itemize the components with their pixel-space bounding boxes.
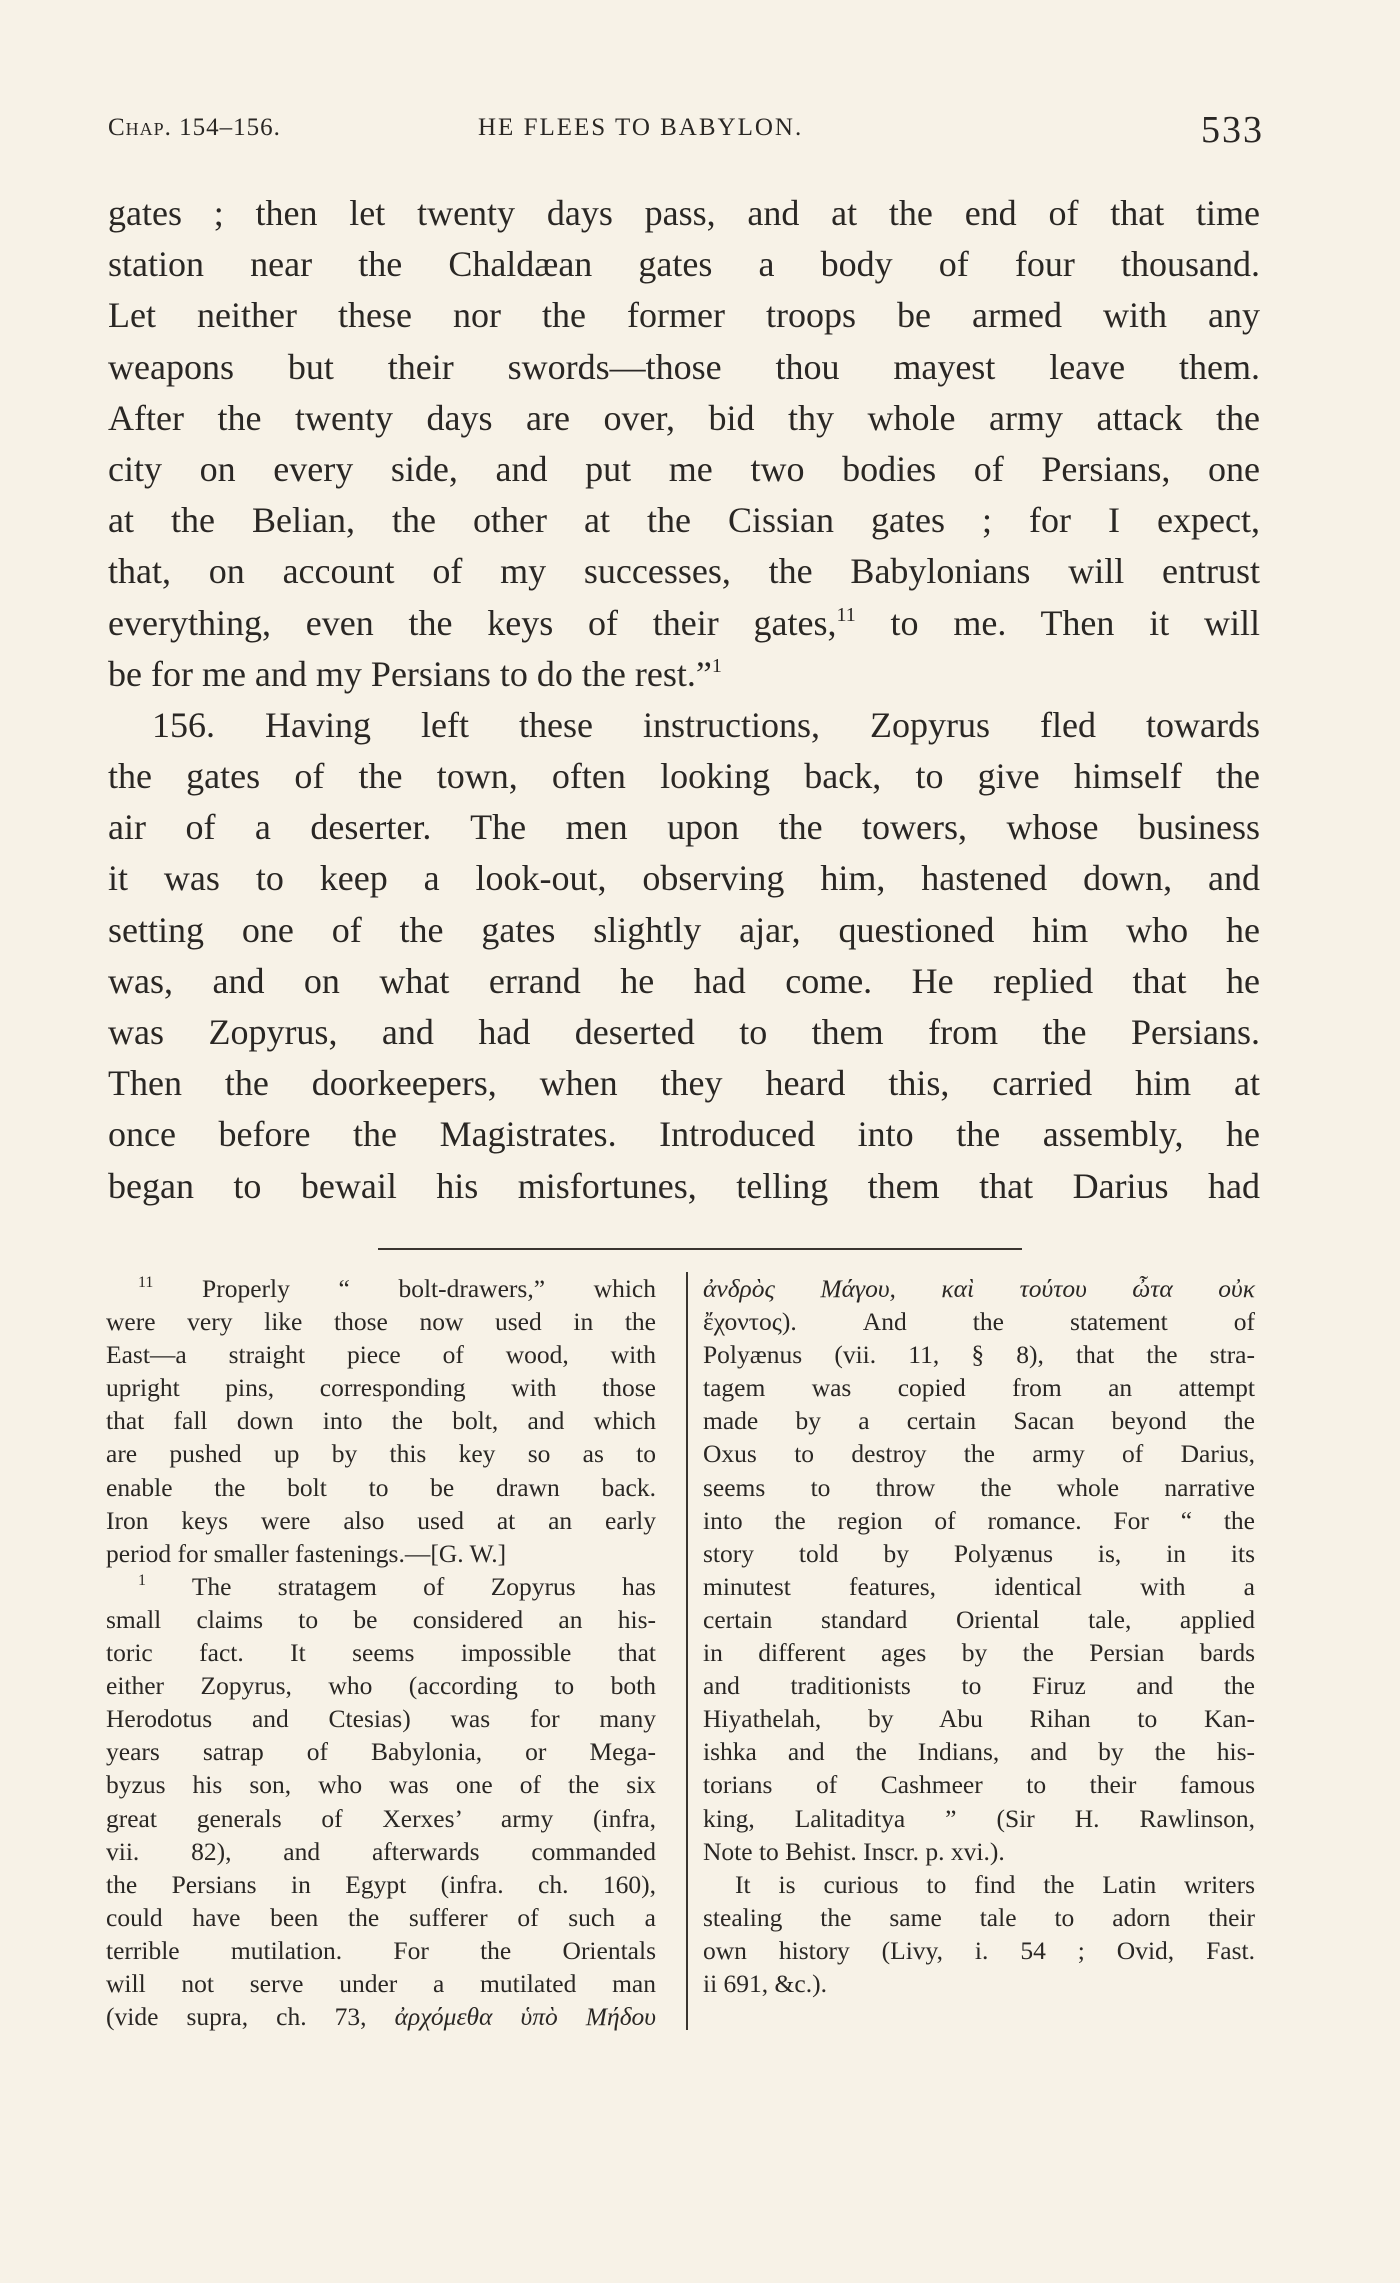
footnote-line: tagem was copied from an attempt <box>703 1373 1255 1403</box>
footnote-line: great generals of Xerxes’ army (infra, <box>106 1803 656 1833</box>
footnote-line: were very like those now used in the <box>106 1307 656 1337</box>
text-line: that, on account of my successes, the Babylonians will entrust <box>108 551 1260 592</box>
footnote-line: years satrap of Babylonia, or Mega- <box>106 1737 656 1767</box>
text-segment: Properly “ bolt-drawers,” which <box>153 1274 656 1303</box>
text-line: it was to keep a look-out, observing him, hastened down, and <box>108 858 1260 899</box>
text-line: at the Belian, the other at the Cissian gates ; for I expect, <box>108 500 1260 541</box>
text-segment: be for me and my Persians to do the rest.” <box>108 653 712 694</box>
text-line: station near the Chaldæan gates a body of four thousand. <box>108 244 1260 285</box>
footnote-line: Polyænus (vii. 11, § 8), that the stra- <box>703 1340 1255 1370</box>
footnote-line: ἔχοντος). And the statement of <box>703 1307 1255 1337</box>
footnote-marker: 11 <box>138 1274 154 1291</box>
text-line: air of a deserter. The men upon the towers, whose business <box>108 807 1260 848</box>
footnote-line: are pushed up by this key so as to <box>106 1439 656 1469</box>
footnote-line: ἀνδρὸς Μάγου, καὶ τούτου ὦτα οὐκ <box>703 1274 1255 1303</box>
footnote-line: terrible mutilation. For the Orientals <box>106 1935 656 1965</box>
text-line: After the twenty days are over, bid thy whole army attack the <box>108 397 1260 438</box>
footnote-line: could have been the sufferer of such a <box>106 1902 656 1932</box>
footnote-line: It is curious to find the Latin writers <box>735 1869 1255 1899</box>
footnote-line: stealing the same tale to adorn their <box>703 1902 1255 1932</box>
footnote-line: Herodotus and Ctesias) was for many <box>106 1704 656 1734</box>
footnote-line: in different ages by the Persian bards <box>703 1638 1255 1668</box>
footnote-line: toric fact. It seems impossible that <box>106 1638 656 1668</box>
running-title: HE FLEES TO BABYLON. <box>478 114 804 141</box>
text-line: began to bewail his misfortunes, telling them that Darius had <box>108 1165 1260 1206</box>
text-line: city on every side, and put me two bodies of Persians, one <box>108 448 1260 489</box>
footnotes-left-column <box>106 1272 656 2033</box>
footnote-line: either Zopyrus, who (according to both <box>106 1671 656 1701</box>
footnote-line <box>106 1272 656 1305</box>
footnote-line: vii. 82), and afterwards commanded <box>106 1836 656 1866</box>
footnote-line: Oxus to destroy the army of Darius, <box>703 1439 1255 1469</box>
text-segment: (vide supra, ch. 73, <box>106 2002 395 2032</box>
footnote-line: that fall down into the bolt, and which <box>106 1406 656 1436</box>
text-line: Then the doorkeepers, when they heard this, carried him at <box>108 1063 1260 1104</box>
footnote-line <box>106 2000 656 2033</box>
footnote-line: made by a certain Sacan beyond the <box>703 1406 1255 1436</box>
text-line: weapons but their swords—those thou mayest leave them. <box>108 346 1260 387</box>
column-divider <box>686 1272 688 2030</box>
footnote-line: Iron keys were also used at an early <box>106 1505 656 1535</box>
footnote-line: story told by Polyænus is, in its <box>703 1538 1255 1568</box>
footnote-marker: 1 <box>138 1571 146 1589</box>
text-line <box>108 598 1260 649</box>
footnote-line: Note to Behist. Inscr. p. xvi.). <box>703 1836 1005 1866</box>
footnote-line: Hiyathelah, by Abu Rihan to Kan- <box>703 1704 1255 1734</box>
text-segment: to me. Then it will <box>855 602 1260 643</box>
footnote-line: torians of Cashmeer to their famous <box>703 1770 1255 1800</box>
footnote-line: period for smaller fastenings.—[G. W.] <box>106 1538 507 1568</box>
footnote-line: will not serve under a mutilated man <box>106 1968 656 1998</box>
footnote-line: minutest features, identical with a <box>703 1571 1255 1601</box>
text-line: setting one of the gates slightly ajar, questioned him who he <box>108 909 1260 950</box>
text-line: was, and on what errand he had come. He replied that he <box>108 960 1260 1001</box>
footnote-line: upright pins, corresponding with those <box>106 1373 656 1403</box>
main-text <box>108 188 1260 1212</box>
footnote-line: the Persians in Egypt (infra. ch. 160), <box>106 1869 656 1899</box>
footnote-line: own history (Livy, i. 54 ; Ovid, Fast. <box>703 1935 1255 1965</box>
text-line: the gates of the town, often looking back, to give himself the <box>108 756 1260 797</box>
footnote-line: byzus his son, who was one of the six <box>106 1770 656 1800</box>
footnote-line: and traditionists to Firuz and the <box>703 1671 1255 1701</box>
footnote-line: king, Lalitaditya ” (Sir H. Rawlinson, <box>703 1803 1255 1833</box>
text-line: Let neither these nor the former troops be armed with any <box>108 295 1260 336</box>
footnote-line: enable the bolt to be drawn back. <box>106 1472 656 1502</box>
footnote-line: certain standard Oriental tale, applied <box>703 1604 1255 1634</box>
section-start-line: 156. Having left these instructions, Zopyrus fled towards <box>152 704 1260 745</box>
text-line: gates ; then let twenty days pass, and at the end of that time <box>108 193 1260 233</box>
text-line: once before the Magistrates. Introduced into the assembly, he <box>108 1114 1260 1155</box>
footnote-line: seems to throw the whole narrative <box>703 1472 1255 1502</box>
text-segment: everything, even the keys of their gates, <box>108 602 837 643</box>
footnote-line: ii 691, &c.). <box>703 1968 827 1998</box>
footnote-rule <box>378 1248 1022 1250</box>
footnote-line: ishka and the Indians, and by the his- <box>703 1737 1255 1767</box>
chapter-reference: Chap. 154–156. <box>108 114 281 141</box>
footnote-line: East—a straight piece of wood, with <box>106 1340 656 1370</box>
footnote-line: into the region of romance. For “ the <box>703 1505 1255 1535</box>
text-segment: The stratagem of Zopyrus has <box>146 1571 656 1601</box>
footnotes-right-column <box>703 1272 1255 2000</box>
running-head <box>108 108 1264 158</box>
text-line: was Zopyrus, and had deserted to them from the Persians. <box>108 1012 1260 1052</box>
page-number: 533 <box>1201 109 1264 151</box>
footnote-line <box>106 1570 656 1603</box>
greek-text: ἀρχόμεθα ὑπὸ Μήδου <box>394 2002 656 2032</box>
footnote-marker: 11 <box>836 603 856 626</box>
footnote-line: small claims to be considered an his- <box>106 1604 656 1634</box>
text-line <box>108 649 1260 700</box>
footnote-marker: 1 <box>711 654 722 677</box>
